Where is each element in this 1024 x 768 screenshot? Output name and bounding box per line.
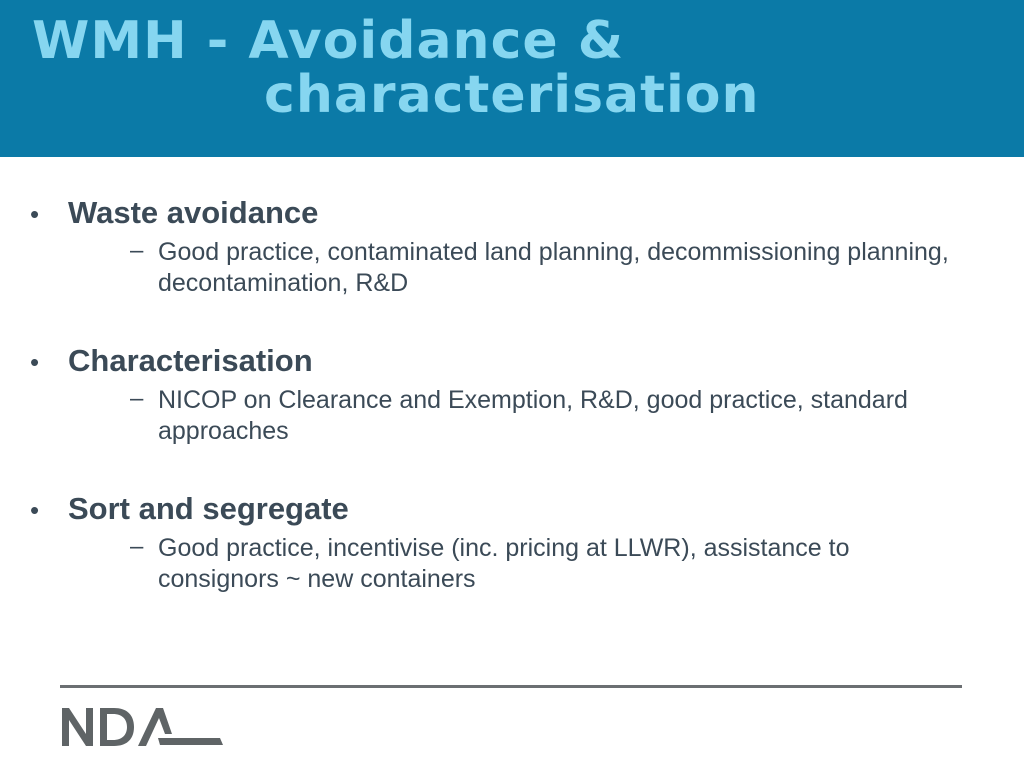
sub-bullet-marker: – xyxy=(130,385,144,412)
nda-logo-icon xyxy=(60,704,225,755)
bullet-list xyxy=(30,195,990,639)
bullet-marker: • xyxy=(30,199,40,229)
bullet-marker: • xyxy=(30,347,40,377)
sub-bullet xyxy=(130,385,990,447)
bullet-title: Characterisation xyxy=(68,343,313,378)
sub-bullet-marker: – xyxy=(130,237,144,264)
slide-title xyxy=(32,11,760,125)
sub-bullet-text: Good practice, contaminated land planning, decommissioning planning, decontamination, R&D xyxy=(158,238,949,297)
bullet-title: Waste avoidance xyxy=(68,195,319,230)
sub-bullet xyxy=(130,533,990,595)
slide-title-line1: WMH - Avoidance & xyxy=(32,11,625,71)
bullet-item xyxy=(30,343,990,447)
nda-logo-graphic xyxy=(60,704,225,750)
footer-divider xyxy=(60,685,962,688)
sub-bullet-text: NICOP on Clearance and Exemption, R&D, good practice, standard approaches xyxy=(158,386,908,445)
sub-bullet xyxy=(130,237,990,299)
bullet-title: Sort and segregate xyxy=(68,491,349,526)
sub-bullet-text: Good practice, incentivise (inc. pricing at LLWR), assistance to consignors ~ new containers xyxy=(158,534,850,593)
bullet-item xyxy=(30,491,990,595)
slide-title-line2: characterisation xyxy=(264,65,760,125)
sub-bullet-marker: – xyxy=(130,533,144,560)
title-banner xyxy=(0,0,1024,157)
bullet-marker: • xyxy=(30,495,40,525)
bullet-item xyxy=(30,195,990,299)
